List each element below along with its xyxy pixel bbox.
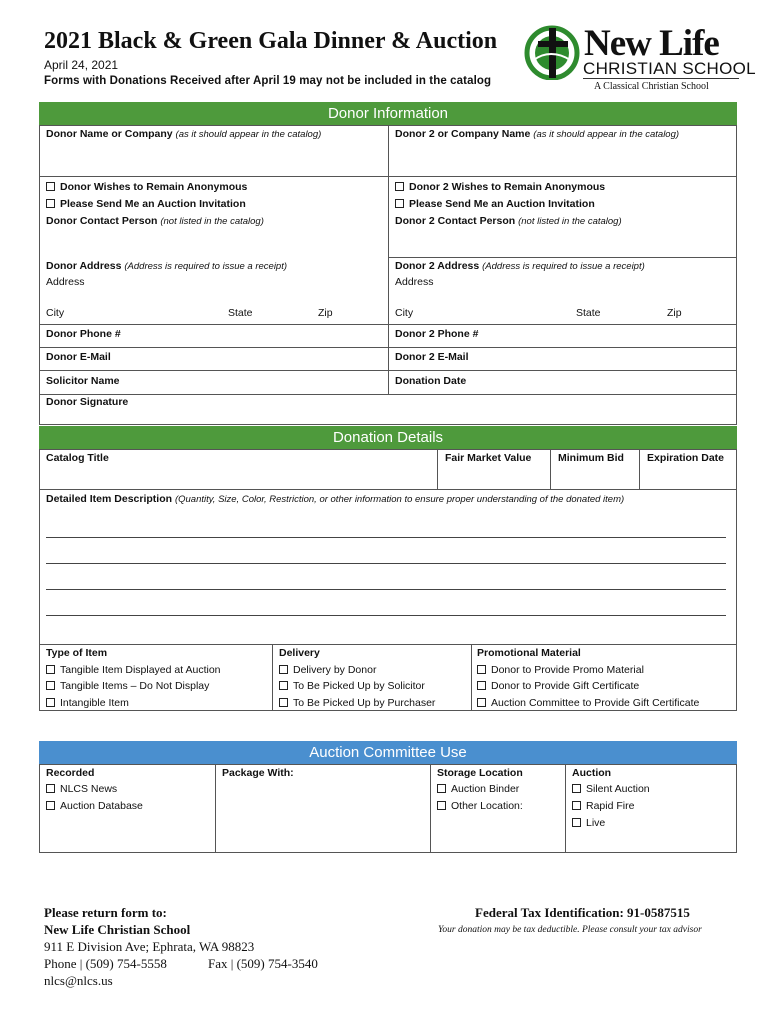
donor2-name-field[interactable]: Donor 2 or Company Name (as it should appear in the catalog) (395, 128, 680, 140)
donor-name-field[interactable]: Donor Name or Company (as it should appear in the catalog) (46, 128, 322, 140)
row-divider (39, 644, 737, 645)
row-divider (39, 324, 737, 325)
promo-option-donor-material[interactable]: Donor to Provide Promo Material (477, 664, 644, 676)
catalog-title-field[interactable]: Catalog Title (46, 452, 109, 464)
checkbox-icon (477, 665, 486, 674)
invitation-checkbox[interactable]: Please Send Me an Auction Invitation (46, 198, 246, 210)
school-name: New Life Christian School (44, 922, 191, 937)
delivery-heading: Delivery (279, 647, 320, 659)
delivery-option-purchaser[interactable]: To Be Picked Up by Purchaser (279, 697, 435, 709)
logo-tagline: A Classical Christian School (594, 81, 709, 92)
form-title: 2021 Black & Green Gala Dinner & Auction (44, 28, 498, 54)
deadline-notice: Forms with Donations Received after April 19 may not be included in the catalog (44, 75, 492, 87)
delivery-option-donor[interactable]: Delivery by Donor (279, 664, 376, 676)
school-logo-icon (524, 24, 580, 80)
checkbox-icon (46, 698, 55, 707)
school-email[interactable]: nlcs@nlcs.us (44, 973, 113, 988)
description-line[interactable] (46, 589, 726, 590)
recorded-heading: Recorded (46, 767, 95, 779)
school-address: 911 E Division Ave; Ephrata, WA 98823 (44, 939, 255, 954)
recorded-option-database[interactable]: Auction Database (46, 800, 143, 812)
column-divider (388, 125, 389, 394)
package-with-field[interactable]: Package With: (222, 767, 294, 779)
promo-option-committee-certificate[interactable]: Auction Committee to Provide Gift Certificate (477, 697, 699, 709)
address2-label: Address (395, 276, 434, 288)
row-divider (39, 347, 737, 348)
contact2-person-field[interactable]: Donor 2 Contact Person (not listed in the catalog) (395, 215, 622, 227)
donor-address-field[interactable]: Donor Address (Address is required to issue a receipt) (46, 260, 288, 272)
auction-option-live[interactable]: Live (572, 817, 605, 829)
checkbox-icon (46, 182, 55, 191)
checkbox-icon (437, 801, 446, 810)
checkbox-icon (46, 199, 55, 208)
tax-id: Federal Tax Identification: 91-0587515 (475, 905, 690, 920)
column-divider (430, 764, 431, 853)
donor2-phone-field[interactable]: Donor 2 Phone # (395, 328, 479, 340)
address-label: Address (46, 276, 85, 288)
checkbox-icon (477, 681, 486, 690)
logo-divider (583, 78, 739, 79)
donor2-address-field[interactable]: Donor 2 Address (Address is required to issue a receipt) (395, 260, 645, 272)
auction-option-rapid-fire[interactable]: Rapid Fire (572, 800, 634, 812)
tax-note: Your donation may be tax deductible. Please consult your tax advisor (438, 925, 702, 935)
checkbox-icon (572, 818, 581, 827)
type-option-displayed[interactable]: Tangible Item Displayed at Auction (46, 664, 221, 676)
donor-information-header: Donor Information (39, 102, 737, 125)
column-divider (471, 644, 472, 711)
school-fax: Fax | (509) 754-3540 (208, 956, 318, 971)
storage-option-other[interactable]: Other Location: (437, 800, 523, 812)
description-line[interactable] (46, 615, 726, 616)
auction-option-silent[interactable]: Silent Auction (572, 783, 650, 795)
promo-option-donor-certificate[interactable]: Donor to Provide Gift Certificate (477, 680, 639, 692)
contact-person-field[interactable]: Donor Contact Person (not listed in the catalog) (46, 215, 264, 227)
solicitor-name-field[interactable]: Solicitor Name (46, 375, 120, 387)
delivery-option-solicitor[interactable]: To Be Picked Up by Solicitor (279, 680, 425, 692)
auction-heading: Auction (572, 767, 612, 779)
fair-market-value-field[interactable]: Fair Market Value (445, 452, 532, 464)
description-line[interactable] (46, 563, 726, 564)
donor2-email-field[interactable]: Donor 2 E-Mail (395, 351, 469, 363)
checkbox-icon (46, 681, 55, 690)
row-divider (39, 489, 737, 490)
column-divider (639, 449, 640, 489)
column-divider (550, 449, 551, 489)
checkbox-icon (46, 784, 55, 793)
school-phone: Phone | (509) 754-5558 (44, 956, 167, 971)
type-option-intangible[interactable]: Intangible Item (46, 697, 129, 709)
minimum-bid-field[interactable]: Minimum Bid (558, 452, 624, 464)
column-divider (272, 644, 273, 711)
column-divider (215, 764, 216, 853)
checkbox-icon (279, 681, 288, 690)
zip2-label: Zip (667, 307, 682, 319)
checkbox-icon (46, 801, 55, 810)
checkbox-icon (572, 784, 581, 793)
invitation2-checkbox[interactable]: Please Send Me an Auction Invitation (395, 198, 595, 210)
logo-subtitle: CHRISTIAN SCHOOL (583, 59, 756, 78)
checkbox-icon (437, 784, 446, 793)
event-date: April 24, 2021 (44, 58, 119, 72)
checkbox-icon (46, 665, 55, 674)
row-divider (39, 370, 737, 371)
donor-phone-field[interactable]: Donor Phone # (46, 328, 121, 340)
auction-committee-header: Auction Committee Use (39, 741, 737, 764)
description-line[interactable] (46, 537, 726, 538)
checkbox-icon (395, 199, 404, 208)
city-label: City (46, 307, 65, 319)
column-divider (565, 764, 566, 853)
item-description-label: Detailed Item Description (Quantity, Size, Color, Restriction, or other information to ensure proper understanding of the donated item) (46, 493, 625, 505)
storage-location-heading: Storage Location (437, 767, 523, 779)
checkbox-icon (572, 801, 581, 810)
checkbox-icon (477, 698, 486, 707)
donor-email-field[interactable]: Donor E-Mail (46, 351, 111, 363)
anonymous-checkbox[interactable]: Donor Wishes to Remain Anonymous (46, 181, 247, 193)
expiration-date-field[interactable]: Expiration Date (647, 452, 725, 464)
checkbox-icon (395, 182, 404, 191)
promotional-material-heading: Promotional Material (477, 647, 581, 659)
storage-option-binder[interactable]: Auction Binder (437, 783, 519, 795)
column-divider (437, 449, 438, 489)
row-divider (39, 176, 737, 177)
state-label: State (228, 307, 253, 319)
donation-date-field[interactable]: Donation Date (395, 375, 467, 387)
return-instruction: Please return form to: (44, 905, 167, 920)
logo-name: New Life (584, 23, 719, 64)
donation-details-header: Donation Details (39, 426, 737, 449)
recorded-option-news[interactable]: NLCS News (46, 783, 117, 795)
anonymous2-checkbox[interactable]: Donor 2 Wishes to Remain Anonymous (395, 181, 605, 193)
row-divider (39, 394, 737, 395)
city2-label: City (395, 307, 414, 319)
zip-label: Zip (318, 307, 333, 319)
type-option-not-displayed[interactable]: Tangible Items – Do Not Display (46, 680, 209, 692)
checkbox-icon (279, 665, 288, 674)
checkbox-icon (279, 698, 288, 707)
type-of-item-heading: Type of Item (46, 647, 108, 659)
donor-signature-field[interactable]: Donor Signature (46, 396, 129, 408)
state2-label: State (576, 307, 601, 319)
row-divider (388, 257, 737, 258)
